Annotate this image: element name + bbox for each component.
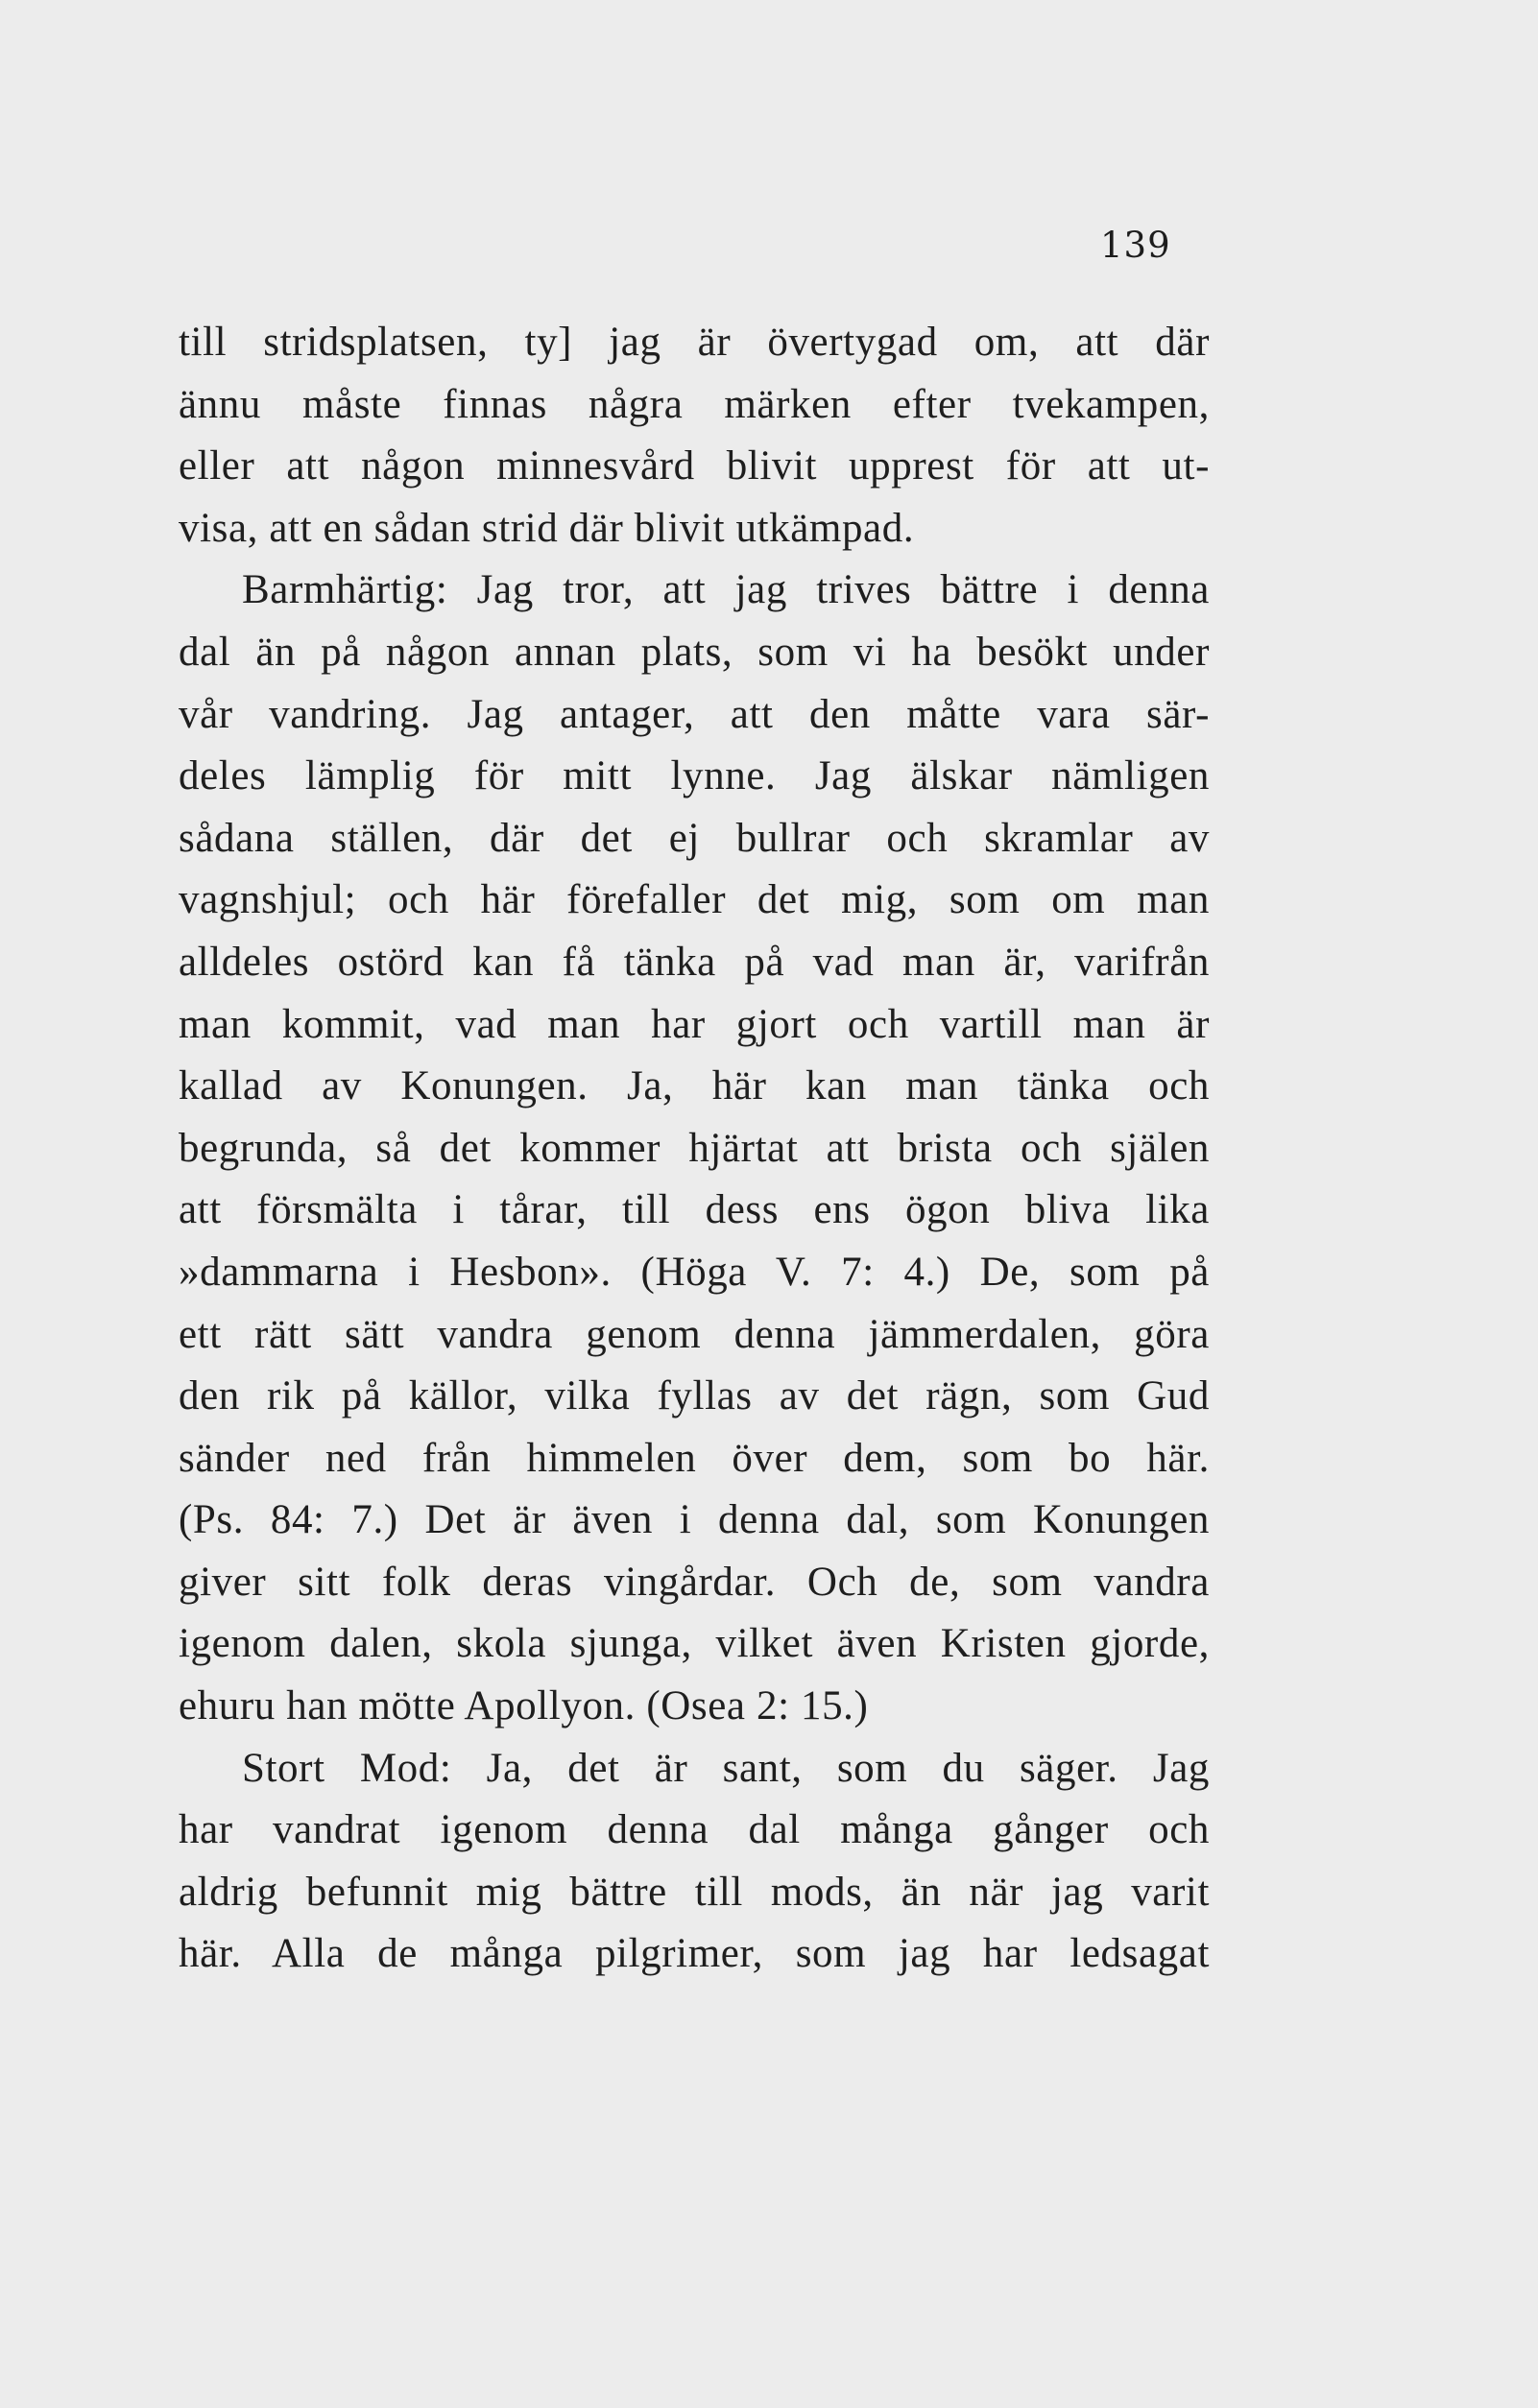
text-line: sänder ned från himmelen över dem, som bo här.: [179, 1435, 1210, 1481]
text-line: sådana ställen, där det ej bullrar och skramlar av: [179, 815, 1210, 861]
text-line: har vandrat igenom denna dal många gånger och: [179, 1807, 1210, 1853]
text-line: (Ps. 84: 7.) Det är även i denna dal, som Konungen: [179, 1497, 1210, 1543]
text-line: Barmhärtig: Jag tror, att jag trives bättre i denna: [242, 567, 1210, 613]
text-line: alldeles ostörd kan få tänka på vad man är, varifrån: [179, 939, 1210, 985]
text-line: aldrig befunnit mig bättre till mods, än när jag varit: [179, 1869, 1210, 1915]
text-line: att försmälta i tårar, till dess ens ögon bliva lika: [179, 1187, 1210, 1233]
text-line: dal än på någon annan plats, som vi ha besökt under: [179, 629, 1210, 675]
text-line: kallad av Konungen. Ja, här kan man tänka och: [179, 1063, 1210, 1109]
body-text: [179, 312, 1210, 1986]
text-line: ännu måste finnas några märken efter tvekampen,: [179, 381, 1210, 427]
text-line: man kommit, vad man har gjort och vartill man är: [179, 1001, 1210, 1047]
text-line: till stridsplatsen, ty] jag är övertygad om, att där: [179, 320, 1210, 365]
text-line: eller att någon minnesvård blivit upprest för att ut-: [179, 443, 1210, 489]
text-line: ehuru han mötte Apollyon. (Osea 2: 15.): [179, 1683, 869, 1729]
text-line: begrunda, så det kommer hjärtat att brista och själen: [179, 1125, 1210, 1171]
text-line: Stort Mod: Ja, det är sant, som du säger. Jag: [242, 1745, 1210, 1791]
page-number: 139: [1100, 225, 1171, 266]
text-line: giver sitt folk deras vingårdar. Och de, som vandra: [179, 1559, 1210, 1605]
text-line: ett rätt sätt vandra genom denna jämmerdalen, göra: [179, 1311, 1210, 1357]
text-line: deles lämplig för mitt lynne. Jag älskar nämligen: [179, 753, 1210, 799]
text-line: »dammarna i Hesbon». (Höga V. 7: 4.) De, som på: [179, 1249, 1210, 1295]
text-line: den rik på källor, vilka fyllas av det rägn, som Gud: [179, 1373, 1210, 1419]
text-line: här. Alla de många pilgrimer, som jag har ledsagat: [179, 1931, 1210, 1977]
text-line: igenom dalen, skola sjunga, vilket även Kristen gjorde,: [179, 1621, 1210, 1667]
text-line: vagnshjul; och här förefaller det mig, som om man: [179, 877, 1210, 923]
text-line: vår vandring. Jag antager, att den måtte vara sär-: [179, 691, 1210, 737]
text-line: visa, att en sådan strid där blivit utkämpad.: [179, 505, 915, 551]
